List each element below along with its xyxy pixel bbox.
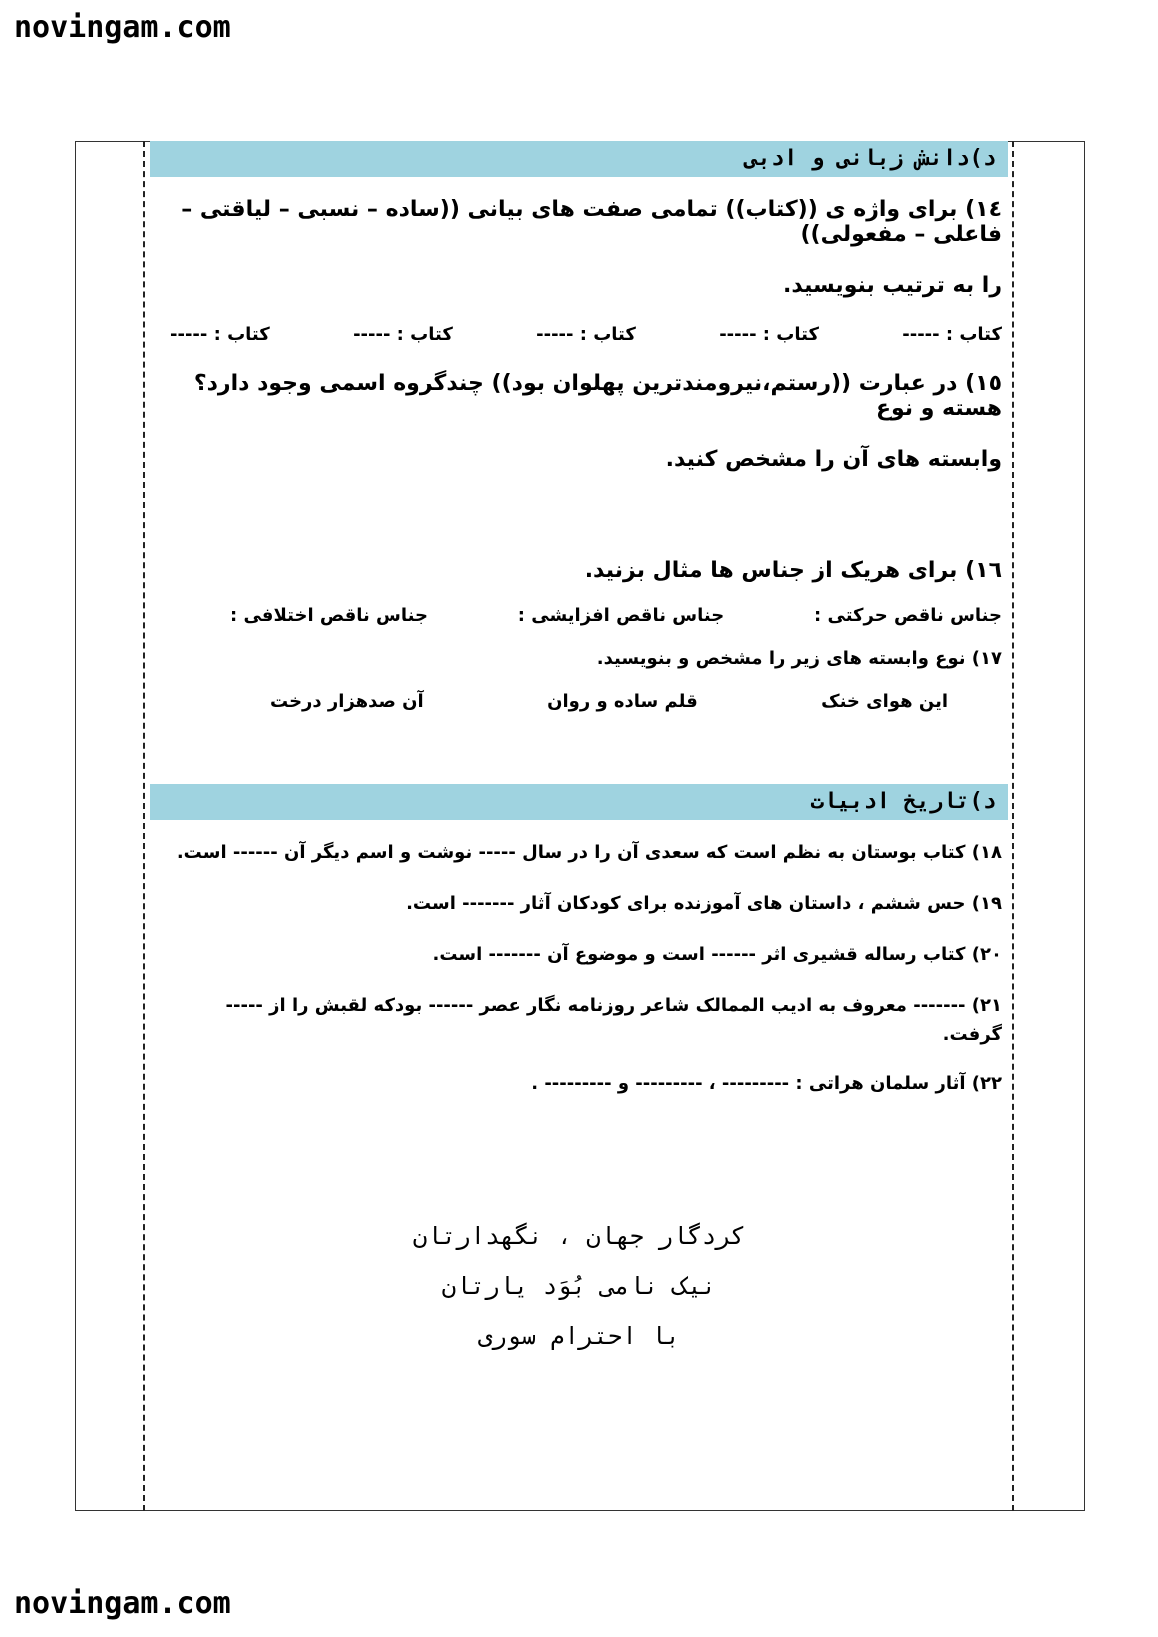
closing-line-2: نیک نامی بُوَد یارتان	[441, 1272, 717, 1300]
question-15-line1: ١٥) در عبارت ((رستم،نیرومندترین پهلوان بود)) چندگروه اسمی وجود دارد؟هسته و نوع	[193, 371, 1002, 421]
question-14-line1: ١٤) برای واژه ی ((کتاب)) تمامی صفت های بیانی ((ساده – نسبی – لیاقتی – فاعلی – مفعولی))	[181, 197, 1002, 247]
question-17-items	[150, 691, 1008, 712]
watermark-bottom: novingam.com	[14, 1586, 231, 1621]
phrase-item: قلم ساده و روان	[547, 691, 698, 712]
blank-item: کتاب : -----	[170, 324, 270, 345]
section-header-literature-history: د)تاریخ ادبیات	[150, 784, 1008, 820]
closing-line-1: کردگار جهان ، نگهدارتان	[412, 1222, 746, 1250]
pun-type: جناس ناقص اختلافی :	[230, 605, 428, 626]
question-21-line1: ٢١) ------- معروف به ادیب الممالک شاعر روزنامه نگار عصر ------ بودکه لقبش را از -----	[225, 995, 1002, 1016]
question-18: ١٨) کتاب بوستان به نظم است که سعدی آن را در سال ----- نوشت و اسم دیگر آن ------ است.	[176, 842, 1002, 863]
question-15-line2: وابسته های آن را مشخص کنید.	[665, 447, 1002, 472]
closing-signature: با احترام سوری	[477, 1322, 681, 1350]
watermark-top: novingam.com	[14, 10, 231, 45]
question-22: ٢٢) آثار سلمان هراتی : --------- ، --------- و --------- .	[531, 1073, 1002, 1094]
dashed-margin-left	[143, 141, 145, 1511]
blank-item: کتاب : -----	[902, 324, 1002, 345]
section-header-language: د)دانش زبانی و ادبی	[150, 141, 1008, 177]
question-14-blanks	[150, 324, 1008, 345]
question-16-items	[150, 605, 1008, 626]
dashed-margin-right	[1012, 141, 1014, 1511]
pun-type: جناس ناقص حرکتی :	[814, 605, 1002, 626]
blank-item: کتاب : -----	[536, 324, 636, 345]
question-21-line2: گرفت.	[942, 1024, 1002, 1045]
phrase-item: آن صدهزار درخت	[270, 691, 424, 712]
pun-type: جناس ناقص افزایشی :	[517, 605, 725, 626]
exam-content	[150, 141, 1008, 1350]
question-20: ٢٠) کتاب رساله قشیری اثر ------ است و موضوع آن ------- است.	[432, 944, 1002, 965]
phrase-item: این هوای خنک	[821, 691, 948, 712]
blank-item: کتاب : -----	[353, 324, 453, 345]
question-19: ١٩) حس ششم ، داستان های آموزنده برای کودکان آثار ------- است.	[406, 893, 1002, 914]
question-16: ١٦) برای هریک از جناس ها مثال بزنید.	[584, 558, 1002, 583]
blank-item: کتاب : -----	[719, 324, 819, 345]
question-17: ١٧) نوع وابسته های زیر را مشخص و بنویسید.	[596, 648, 1002, 669]
question-14-line2: را به ترتیب بنویسید.	[783, 273, 1002, 298]
